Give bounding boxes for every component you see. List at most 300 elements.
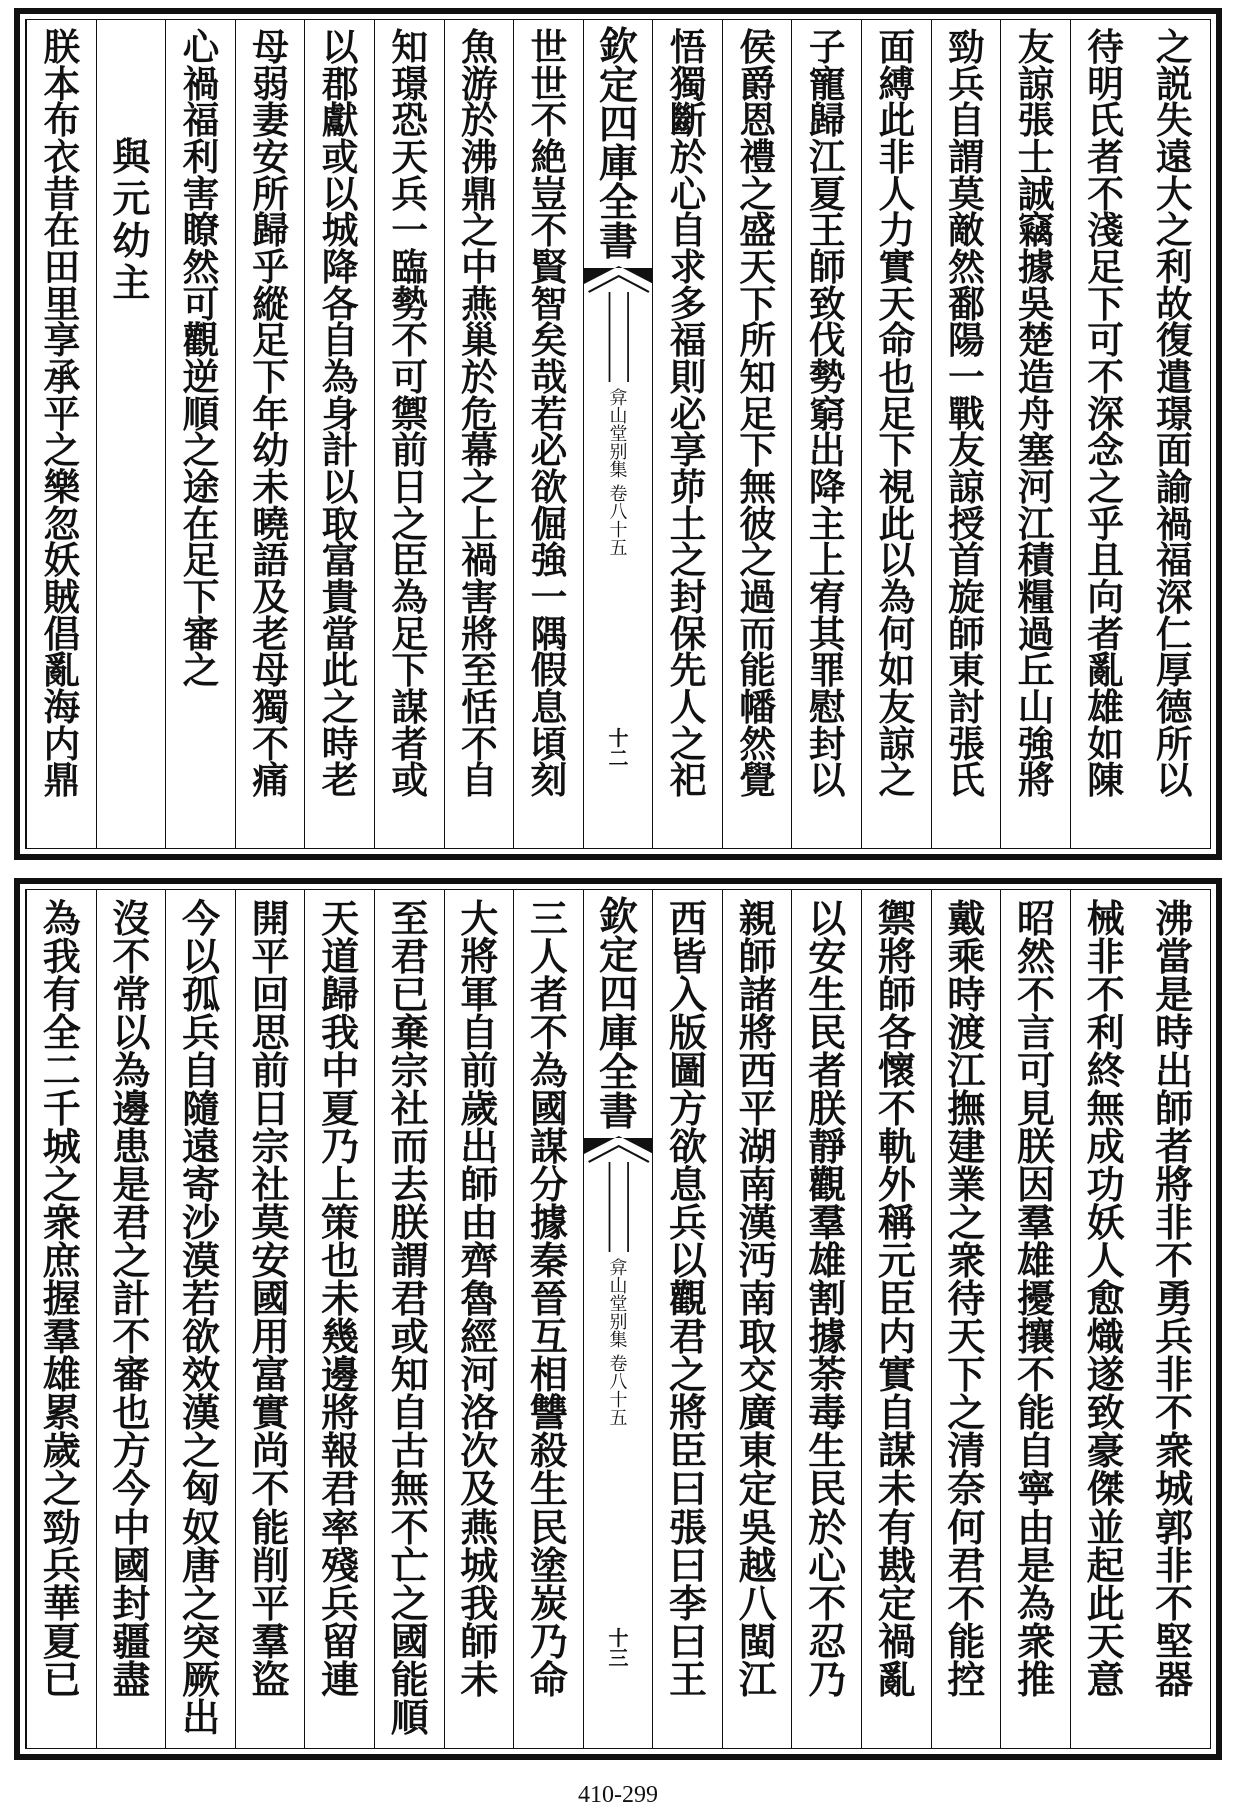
text-char: 其: [808, 612, 846, 656]
text-char: 禦: [877, 896, 916, 941]
text-char: 侯: [739, 26, 776, 69]
text-char: 獻: [321, 99, 359, 143]
volume-label: [609, 1356, 627, 1428]
text-char: 夏: [321, 1086, 360, 1132]
text-char: 強: [1017, 722, 1055, 766]
text-char: 所: [739, 319, 776, 363]
text-char: 為: [1017, 1580, 1056, 1626]
text-char: 以: [321, 26, 359, 69]
text-char: 乃: [321, 1124, 360, 1170]
text-char: 欲: [669, 1124, 708, 1170]
text-char: 不: [391, 319, 429, 363]
text-char: 丘: [1017, 649, 1055, 693]
text-char: 殺: [529, 1428, 568, 1474]
text-char: 莫: [251, 1200, 290, 1246]
top-text-column: [1000, 20, 1071, 848]
top-text-column: [722, 20, 793, 848]
collection-title-char: 弇: [609, 1258, 628, 1279]
text-char: 曰: [669, 1542, 708, 1588]
text-char: 頃: [530, 722, 568, 766]
text-char: 可: [182, 282, 220, 326]
text-char: 人: [1086, 1238, 1125, 1284]
text-char: 臣: [669, 1428, 708, 1474]
text-char: 據: [529, 1200, 568, 1246]
text-char: 昭: [1017, 896, 1056, 941]
text-char: 可: [391, 356, 429, 400]
text-char: 衣: [43, 136, 81, 180]
text-char: 王: [808, 209, 846, 253]
bottom-page-grid: [25, 889, 1211, 1749]
text-char: 當: [321, 612, 359, 656]
text-char: 不: [1087, 172, 1124, 216]
text-char: 覺: [739, 759, 776, 803]
text-char: 妖: [43, 539, 81, 583]
text-char: 深: [1155, 576, 1193, 620]
text-char: 豪: [1086, 1428, 1125, 1474]
text-char: 古: [390, 1428, 429, 1474]
text-char: 將: [321, 1390, 360, 1436]
text-char: 必: [530, 429, 568, 473]
text-char: 以: [321, 172, 359, 216]
text-char: 相: [529, 1352, 568, 1398]
text-char: 臣: [877, 1276, 916, 1322]
text-char: 人: [878, 172, 916, 216]
text-char: 歸: [808, 99, 846, 143]
text-char: 瞭: [182, 209, 220, 253]
text-char: 兵: [391, 172, 429, 216]
text-char: 盜: [251, 1656, 290, 1702]
text-char: 千: [42, 1086, 81, 1132]
text-char: 臨: [391, 246, 429, 290]
text-char: 之: [112, 1238, 151, 1284]
text-char: 為: [321, 356, 359, 400]
text-char: 也: [112, 1390, 151, 1436]
text-char: 郡: [321, 62, 359, 106]
text-char: 以: [321, 466, 359, 510]
text-char: 師: [460, 1162, 499, 1208]
volume-label: [609, 486, 627, 558]
text-char: 由: [460, 1200, 499, 1246]
text-char: 是: [1155, 972, 1194, 1018]
text-char: 中: [321, 1048, 360, 1094]
text-char: 據: [808, 1314, 847, 1360]
text-char: 燕: [460, 282, 498, 326]
text-char: 毒: [808, 1390, 847, 1436]
text-char: 禮: [739, 136, 776, 180]
text-char: 雄: [42, 1352, 81, 1398]
text-char: 若: [530, 392, 568, 436]
text-char: 張: [669, 1504, 708, 1550]
text-char: 能: [739, 649, 776, 693]
text-char: 棄: [390, 1010, 429, 1056]
text-char: 鼎: [43, 759, 81, 803]
text-char: 此: [878, 99, 916, 143]
text-char: 次: [460, 1428, 499, 1474]
library-title-char: 定: [598, 63, 638, 109]
text-char: 之: [43, 429, 81, 473]
text-char: 老: [321, 759, 359, 803]
text-char: 之: [460, 209, 498, 253]
text-char: 為: [391, 576, 429, 620]
text-char: 各: [877, 1010, 916, 1056]
text-char: 張: [1017, 99, 1055, 143]
text-char: 雄: [1087, 686, 1124, 730]
text-char: 將: [669, 1390, 708, 1436]
text-char: 倔: [530, 502, 568, 546]
heading-char: 與: [112, 134, 151, 179]
text-char: 足: [182, 539, 220, 583]
text-char: 下: [182, 576, 220, 620]
text-char: 兵: [669, 1200, 708, 1246]
text-char: 討: [948, 686, 985, 730]
text-char: 以: [808, 896, 847, 941]
text-char: 縱: [252, 282, 289, 326]
text-char: 我: [460, 1580, 499, 1626]
text-char: 山: [1017, 686, 1055, 730]
text-char: 淺: [1087, 209, 1124, 253]
collection-title-char: 集: [609, 1330, 628, 1351]
library-title-char: 書: [598, 1089, 638, 1135]
text-char: 沸: [460, 136, 498, 180]
text-char: 當: [1155, 934, 1194, 980]
text-char: 何: [947, 1504, 986, 1550]
text-char: 留: [321, 1618, 360, 1664]
top-text-column: [26, 20, 97, 848]
text-char: 器: [1155, 1656, 1194, 1702]
text-char: 乘: [947, 934, 986, 980]
text-char: 自: [460, 1010, 499, 1056]
text-char: 於: [808, 1504, 847, 1550]
text-char: 故: [1155, 282, 1193, 326]
text-char: 江: [738, 1656, 777, 1702]
text-char: 之: [669, 539, 707, 583]
text-char: 自: [460, 759, 498, 803]
text-char: 疆: [112, 1618, 151, 1664]
text-char: 觀: [669, 1276, 708, 1322]
text-char: 足: [252, 319, 289, 363]
text-char: 兵: [321, 1580, 360, 1626]
text-char: 假: [530, 649, 568, 693]
library-title: [598, 890, 638, 1135]
text-char: 謀: [877, 1428, 916, 1474]
text-char: 勇: [1155, 1276, 1194, 1322]
text-char: 燕: [460, 1504, 499, 1550]
text-char: 者: [1155, 1124, 1194, 1170]
text-char: 尚: [251, 1428, 290, 1474]
text-char: 謀: [529, 1124, 568, 1170]
text-char: 歸: [252, 209, 289, 253]
text-char: 堅: [1155, 1618, 1194, 1664]
text-char: 之: [947, 1200, 986, 1246]
text-char: 息: [530, 686, 568, 730]
text-char: 唐: [181, 1542, 220, 1588]
collection-title-char: 山: [609, 406, 628, 427]
text-char: 越: [738, 1542, 777, 1588]
text-char: 彼: [739, 502, 776, 546]
text-char: 命: [878, 319, 916, 363]
bottom-text-column: [931, 890, 1002, 1748]
leaf-number-char: 三: [608, 1646, 629, 1670]
text-char: 師: [948, 612, 985, 656]
bottom-text-column: [513, 890, 584, 1748]
text-char: 楚: [1017, 319, 1055, 363]
text-char: 自: [669, 209, 707, 253]
text-char: 率: [321, 1504, 360, 1550]
text-char: 二: [42, 1048, 81, 1094]
text-char: 友: [948, 429, 985, 473]
text-char: 曉: [252, 502, 289, 546]
text-char: 以: [181, 934, 220, 980]
text-char: 自: [1017, 1428, 1056, 1474]
text-char: 力: [878, 209, 916, 253]
text-char: 封: [112, 1580, 151, 1626]
bottom-text-column: [861, 890, 932, 1748]
text-char: 以: [878, 539, 916, 583]
text-char: 知: [739, 356, 776, 400]
text-char: 妖: [1086, 1200, 1125, 1246]
text-char: 縛: [878, 62, 916, 106]
text-char: 自: [948, 99, 985, 143]
text-char: 意: [1086, 1656, 1125, 1702]
text-char: 年: [252, 392, 289, 436]
text-char: 雄: [808, 1238, 847, 1284]
bottom-text-column: [1139, 890, 1209, 1748]
text-char: 江: [947, 1048, 986, 1094]
text-char: 握: [42, 1276, 81, 1322]
text-char: 福: [669, 319, 707, 363]
volume-char: 十: [609, 1390, 628, 1411]
text-char: 田: [43, 246, 81, 290]
text-char: 安: [252, 136, 289, 180]
text-char: 陽: [948, 319, 985, 363]
text-char: 已: [390, 972, 429, 1018]
text-char: 禦: [391, 392, 429, 436]
text-char: 吳: [1017, 282, 1055, 326]
collection-title-char: 堂: [609, 424, 628, 445]
text-char: 獨: [669, 62, 707, 106]
text-char: 匈: [181, 1466, 220, 1512]
text-char: 遠: [1155, 136, 1193, 180]
text-char: 回: [251, 972, 290, 1018]
leaf-number-char: 十: [608, 726, 629, 750]
text-char: 寄: [181, 1162, 220, 1208]
text-char: 君: [112, 1200, 151, 1246]
text-char: 將: [1017, 759, 1055, 803]
text-char: 士: [1017, 136, 1055, 180]
library-title-char: 四: [598, 972, 638, 1018]
text-char: 者: [808, 1048, 847, 1094]
text-char: 天: [321, 896, 360, 941]
text-char: 刻: [530, 759, 568, 803]
text-char: 心: [808, 1542, 847, 1588]
text-char: 足: [391, 612, 429, 656]
text-char: 邊: [112, 1086, 151, 1132]
text-char: 自: [181, 1048, 220, 1094]
text-char: 禍: [877, 1618, 916, 1664]
page-number: 410-299: [578, 1782, 658, 1808]
text-char: 諭: [1155, 466, 1193, 510]
text-char: 開: [251, 896, 290, 941]
text-char: 厥: [181, 1656, 220, 1702]
text-char: 不: [390, 1504, 429, 1550]
text-char: 今: [112, 1466, 151, 1512]
text-char: 順: [390, 1694, 429, 1740]
text-char: 氏: [948, 759, 985, 803]
text-char: 將: [460, 934, 499, 980]
text-char: 廣: [738, 1390, 777, 1436]
text-char: 下: [739, 282, 776, 326]
text-char: 社: [251, 1162, 290, 1208]
text-char: 邊: [321, 1352, 360, 1398]
text-char: 實: [878, 246, 916, 290]
text-char: 及: [460, 1466, 499, 1512]
text-char: 非: [1155, 1352, 1194, 1398]
text-char: 世: [530, 26, 568, 69]
text-char: 外: [877, 1162, 916, 1208]
leaf-number-char: 二: [608, 746, 629, 770]
text-char: 秦: [529, 1238, 568, 1284]
text-char: 閩: [738, 1618, 777, 1664]
text-char: 去: [390, 1162, 429, 1208]
text-char: 張: [948, 722, 985, 766]
text-char: 以: [808, 759, 846, 803]
text-char: 羣: [1017, 1200, 1056, 1246]
collection-title: [609, 390, 627, 480]
text-char: 一: [530, 576, 568, 620]
text-char: 以: [112, 1010, 151, 1056]
text-char: 諸: [738, 972, 777, 1018]
text-char: 幼: [252, 429, 289, 473]
text-char: 無: [739, 466, 776, 510]
text-char: 上: [808, 539, 846, 583]
text-char: 則: [669, 356, 707, 400]
text-char: 祀: [669, 759, 707, 803]
text-char: 謂: [948, 136, 985, 180]
text-char: 據: [1017, 246, 1055, 290]
text-char: 成: [1086, 1124, 1125, 1170]
text-char: 之: [182, 649, 220, 693]
text-char: 明: [1087, 62, 1124, 106]
text-char: 若: [181, 1276, 220, 1322]
text-char: 可: [1087, 319, 1124, 363]
text-char: 平: [251, 1580, 290, 1626]
text-char: 乃: [529, 1618, 568, 1664]
text-char: 謀: [391, 686, 429, 730]
text-char: 取: [321, 502, 359, 546]
text-char: 時: [321, 722, 359, 766]
text-char: 内: [877, 1314, 916, 1360]
text-char: 承: [43, 356, 81, 400]
text-char: 爵: [739, 62, 776, 106]
text-char: 由: [1017, 1504, 1056, 1550]
text-char: 師: [808, 246, 846, 290]
volume-char: 五: [609, 538, 628, 559]
volume-char: 卷: [609, 484, 628, 505]
text-char: 城: [1155, 1466, 1194, 1512]
text-char: 全: [42, 1010, 81, 1056]
text-char: 洛: [460, 1390, 499, 1436]
text-char: 勢: [391, 282, 429, 326]
text-char: 宗: [390, 1048, 429, 1094]
text-char: 利: [1086, 1010, 1125, 1056]
text-char: 方: [112, 1428, 151, 1474]
bottom-text-column: [26, 890, 97, 1748]
text-char: 面: [1155, 429, 1193, 473]
text-char: 如: [1087, 722, 1124, 766]
text-char: 在: [182, 502, 220, 546]
text-char: 南: [738, 1162, 777, 1208]
text-char: 沙: [181, 1200, 220, 1246]
text-char: 我: [321, 1010, 360, 1056]
heading-char: 元: [112, 176, 151, 221]
top-text-column: [444, 20, 515, 848]
text-char: 出: [460, 1124, 499, 1170]
text-char: 圖: [669, 1048, 708, 1094]
text-char: 漢: [181, 1390, 220, 1436]
text-char: 魯: [460, 1276, 499, 1322]
text-char: 大: [460, 896, 499, 941]
text-char: 平: [43, 392, 81, 436]
text-char: 前: [251, 1048, 290, 1094]
text-char: 以: [1155, 759, 1193, 803]
text-char: 足: [878, 392, 916, 436]
text-char: 軍: [460, 972, 499, 1018]
text-char: 賢: [530, 246, 568, 290]
text-char: 民: [808, 1466, 847, 1512]
text-char: 定: [877, 1580, 916, 1626]
text-char: 封: [808, 722, 846, 766]
text-char: 念: [1087, 429, 1124, 473]
text-char: 未: [460, 1656, 499, 1702]
text-char: 羣: [42, 1314, 81, 1360]
leaf-number: [608, 1628, 628, 1668]
text-char: 衆: [42, 1200, 81, 1246]
text-char: 之: [1087, 466, 1124, 510]
text-char: 為: [878, 576, 916, 620]
text-char: 天: [1086, 1618, 1125, 1664]
collection-title-char: 集: [609, 460, 628, 481]
text-char: 安: [808, 934, 847, 980]
bottom-text-column: [444, 890, 515, 1748]
text-char: 計: [112, 1276, 151, 1322]
text-char: 塗: [529, 1542, 568, 1588]
text-char: 策: [321, 1200, 360, 1246]
text-char: 社: [390, 1086, 429, 1132]
text-char: 以: [669, 1238, 708, 1284]
text-char: 伐: [808, 319, 846, 363]
text-char: 觀: [182, 319, 220, 363]
text-char: 不: [1017, 1352, 1056, 1398]
text-char: 累: [42, 1390, 81, 1436]
text-char: 遣: [1155, 356, 1193, 400]
text-char: 不: [877, 1086, 916, 1132]
top-text-column: [513, 20, 584, 848]
text-char: 用: [251, 1314, 290, 1360]
text-char: 説: [1155, 62, 1193, 106]
text-char: 王: [669, 1656, 708, 1702]
text-char: 元: [877, 1238, 916, 1284]
text-char: 將: [1155, 1162, 1194, 1208]
text-char: 下: [878, 429, 916, 473]
text-char: 臣: [391, 539, 429, 583]
text-char: 皆: [669, 934, 708, 980]
text-char: 朕: [1017, 1124, 1056, 1170]
text-char: 見: [1017, 1086, 1056, 1132]
text-char: 糧: [1017, 576, 1055, 620]
text-char: 江: [1017, 502, 1055, 546]
text-char: 亂: [1087, 649, 1124, 693]
text-char: 何: [878, 612, 916, 656]
